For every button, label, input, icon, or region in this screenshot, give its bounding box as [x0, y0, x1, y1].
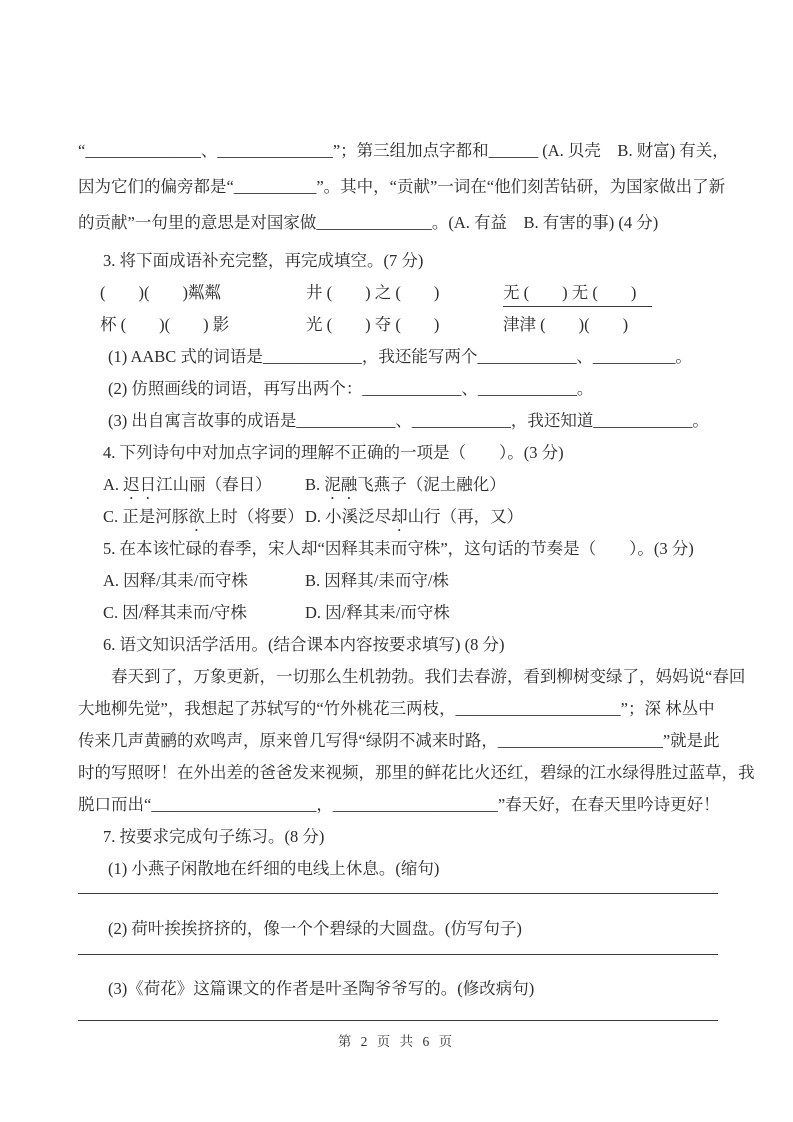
q7-item-2: (2) 荷叶挨挨挤挤的，像一个个碧绿的大圆盘。(仿写句子) [108, 919, 522, 938]
idiom-cell: 光 ( ) 夺 ( ) [306, 315, 440, 334]
q5-option-b: B. 因释其/耒而守/株 [305, 571, 449, 590]
q5-option-a: A. 因释/其耒/而守株 [103, 571, 248, 590]
answer-line [78, 954, 718, 955]
q6-para-line-5: 脱口而出“____________________，____________________”春天好，在春天里吟诗更好！ [78, 795, 720, 814]
q3-item-3: (3) 出自寓言故事的成语是____________、____________，我还知道____________。 [108, 411, 709, 430]
q5-options-row-1 [78, 565, 718, 597]
q4-option-c: C. 正是河豚欲上时（将要） [103, 507, 304, 526]
q4-option-a: A. 迟日江山丽（春日） [103, 475, 272, 494]
q5-option-c: C. 因/释其耒而/守株 [103, 603, 247, 622]
q3-idiom-row-1 [78, 277, 718, 309]
idiom-cell: 津津 ( )( ) [503, 315, 629, 334]
idiom-cell: ( )( )粼粼 [100, 283, 221, 302]
q6-title: 6. 语文知识活学活用。(结合课本内容按要求填写) (8 分) [103, 635, 505, 654]
q3-item-1: (1) AABC 式的词语是____________，我还能写两个____________、__________。 [108, 347, 692, 366]
idiom-cell: 井 ( ) 之 ( ) [306, 283, 440, 302]
emphasized-chars: 迟日 [123, 475, 157, 494]
emphasized-chars: 泥融 [324, 475, 358, 494]
answer-line [78, 1020, 718, 1021]
page-content [78, 133, 755, 1021]
q5-options-row-2 [78, 597, 718, 629]
emphasized-chars: 却 [391, 507, 408, 526]
q5-option-d: D. 因/释其耒/而守株 [305, 603, 450, 622]
idiom-cell: 杯 ( )( ) 影 [100, 315, 230, 334]
idiom-cell-underlined: 无 ( ) 无 ( ) [503, 280, 652, 307]
q4-title: 4. 下列诗句中对加点字词的理解不正确的一项是（ ）。(3 分) [103, 443, 564, 462]
q2-line-2: 因为它们的偏旁都是“__________”。其中，“贡献”一词在“他们刻苦钻研，为国家做出了新 [78, 177, 726, 196]
q6-para-line-1: 春天到了，万象更新，一切那么生机勃勃。我们去春游，看到柳树变绿了，妈妈说“春回 [111, 667, 746, 686]
q7-item-1: (1) 小燕子闲散地在纤细的电线上休息。(缩句) [108, 859, 440, 878]
q2-line-3: 的贡献”一句里的意思是对国家做______________。(A. 有益 B. 有害的事) (4 分) [78, 213, 659, 232]
q5-title: 5. 在本该忙碌的春季，宋人却“因释其耒而守株”，这句话的节奏是（ ）。(3 分) [103, 539, 694, 558]
q7-item-3: (3)《荷花》这篇课文的作者是叶圣陶爷爷写的。(修改病句) [108, 979, 535, 998]
q4-option-d: D. 小溪泛尽却山行（再，又） [305, 507, 524, 526]
emphasized-chars: 欲 [188, 507, 205, 526]
answer-line [78, 893, 718, 894]
footer-page-number: 第 2 页 共 6 页 [337, 1034, 456, 1049]
q6-para-line-4: 时的写照呀！在外出差的爸爸发来视频，那里的鲜花比火还红，碧绿的江水绿得胜过蓝草，我 [78, 763, 755, 782]
q4-option-b: B. 泥融飞燕子（泥土融化） [305, 475, 506, 494]
q7-title: 7. 按要求完成句子练习。(8 分) [103, 827, 325, 846]
q2-line-1: “______________、______________”；第三组加点字都和______ (A. 贝壳 B. 财富) 有关， [78, 141, 729, 160]
q6-para-line-3: 传来几声黄鹂的欢鸣声，原来曾几写得“绿阴不减来时路，____________________”就是此 [78, 731, 720, 750]
q3-title: 3. 将下面成语补充完整，再完成填空。(7 分) [103, 251, 424, 270]
q4-options-row-1 [78, 469, 718, 501]
q3-idiom-row-2 [78, 309, 718, 341]
q4-options-row-2 [78, 501, 718, 533]
q6-para-line-2: 大地柳先觉”，我想起了苏轼写的“竹外桃花三两枝，____________________”；深 林丛中 [78, 699, 715, 718]
q3-item-2: (2) 仿照画线的词语，再写出两个：____________、____________。 [108, 379, 594, 398]
